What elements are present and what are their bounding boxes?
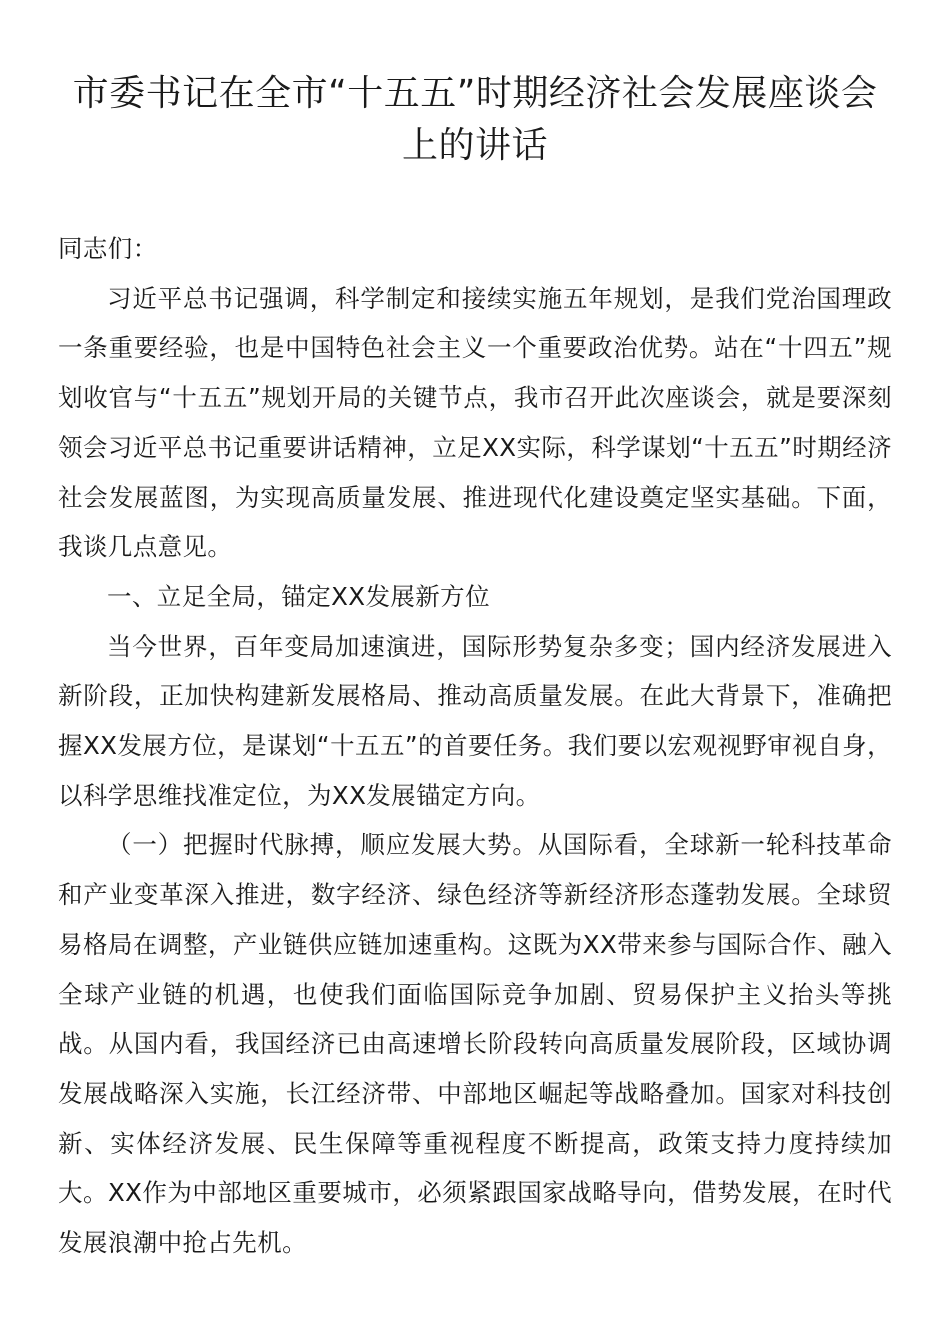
paragraph-section-1: 当今世界，百年变局加速演进，国际形势复杂多变；国内经济发展进入新阶段，正加快构建新发展格局、推动高质量发展。在此大背景下，准确把握XX发展方位，是谋划“十五五”的首要任务。我们要以宏观视野审视自身，以科学思维找准定位，为XX发展锚定方向。 [58, 631, 892, 810]
paragraph-subsection-1: （一）把握时代脉搏，顺应发展大势。从国际看，全球新一轮科技革命和产业变革深入推进，数字经济、绿色经济等新经济形态蓬勃发展。全球贸易格局在调整，产业链供应链加速重构。这既为XX带来参与国际合作、融入全球产业链的机遇，也使我们面临国际竞争加剧、贸易保护主义抬头等挑战。从国内看，我国经济已由高速增长阶段转向高质量发展阶段，区域协调发展战略深入实施，长江经济带、中部地区崛起等战略叠加。国家对科技创新、实体经济发展、民生保障等重视程度不断提高，政策支持力度持续加大。XX作为中部地区重要城市，必须紧跟国家战略导向，借势发展，在时代发展浪潮中抢占先机。 [58, 830, 892, 1258]
paragraph-intro: 习近平总书记强调，科学制定和接续实施五年规划，是我们党治国理政一条重要经验，也是中国特色社会主义一个重要政治优势。站在“十四五”规划收官与“十五五”规划开局的关键节点，我市召开此次座谈会，就是要深刻领会习近平总书记重要讲话精神，立足XX实际，科学谋划“十五五”时期经济社会发展蓝图，为实现高质量发展、推进现代化建设奠定坚实基础。下面，我谈几点意见。 [58, 283, 892, 562]
document-title: 市委书记在全市“十五五”时期经济社会发展座谈会上的讲话 [72, 73, 878, 166]
section-heading-1: 一、立足全局，锚定XX发展新方位 [107, 581, 490, 611]
salutation: 同志们： [58, 234, 158, 263]
document-body [58, 224, 892, 1268]
